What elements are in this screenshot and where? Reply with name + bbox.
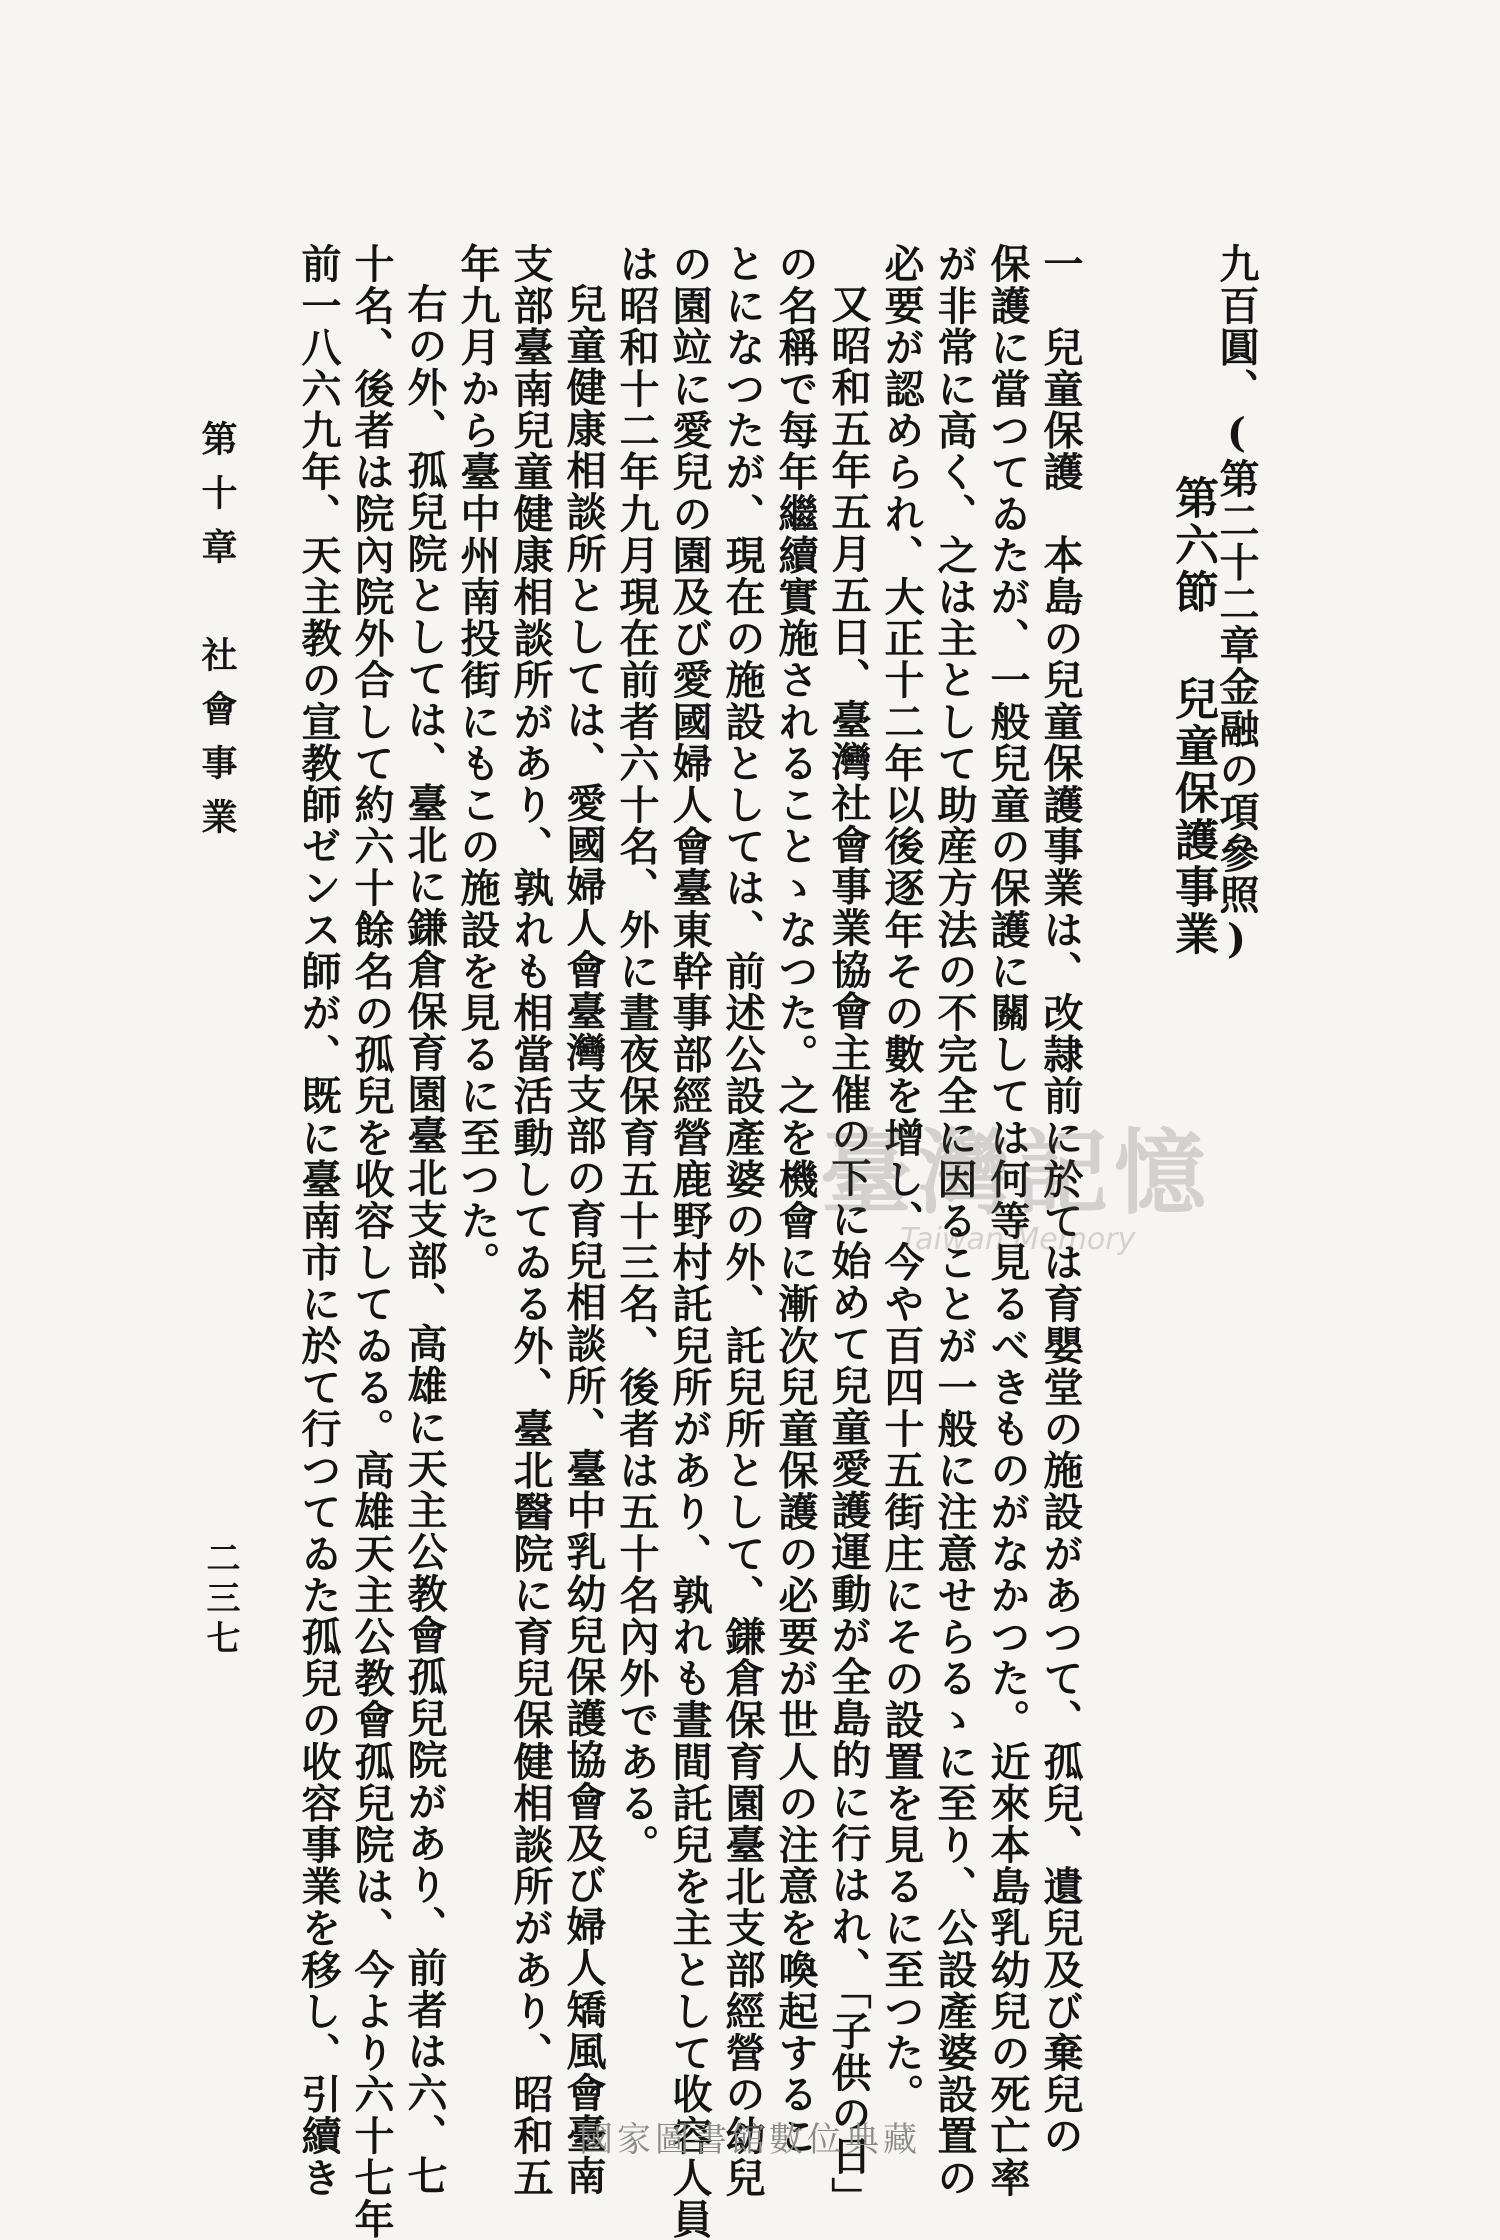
text-column-6: 又昭和五年五月五日、臺灣社會事業協會主催の下に始めて兒童愛護運動が全島的に行はれ、「子供の日」 xyxy=(825,283,872,2219)
text-column-10: は昭和十二年九月現在前者六十名、外に晝夜保育五十三名、後者は五十名內外である。 xyxy=(613,243,660,1866)
text-column-12: 支部臺南兒童健康相談所があり、孰れも相當活動してゐる外、臺北醫院に育兒保健相談所があり、昭和五 xyxy=(507,243,554,2199)
text-column-2: 一 兒童保護 本島の兒童保護事業は、改隷前に於ては育嬰堂の施設があつて、孤兒、遺兒及び棄兒の xyxy=(1037,243,1084,2157)
source-stamp: 國家圖書館數位典藏 xyxy=(579,2120,921,2160)
section-number: 第六節 xyxy=(1167,475,1218,616)
text-column-3: 保護に當つてゐたが、一般兒童の保護に關しては何等見るべきものがなかつた。近來本島乳幼兒の死亡率 xyxy=(984,243,1031,2199)
text-column-1: 九百圓、(第二十二章金融の項參照) xyxy=(1213,243,1260,965)
watermark-main: 臺灣記憶 xyxy=(820,1119,1213,1227)
text-column-5: 必要が認められ、大正十二年以後逐年その數を增し、今や百四十五街庄にその設置を見るに至つた。 xyxy=(878,243,925,2115)
section-heading xyxy=(1160,475,1224,958)
text-column-7: の名稱で每年繼續實施されることゝなつた。之を機會に漸次兒童保護の必要が世人の注意を喚起するこ xyxy=(772,243,819,2157)
text-column-4: が非常に高く、之は主として助産方法の不完全に因ることが一般に注意せらるゝに至り、公設產婆設置の xyxy=(931,243,978,2199)
text-column-15: 十名、後者は院內院外合して約六十餘名の孤兒を收容してゐる。高雄天主公教會孤兒院は、今より六十七年 xyxy=(348,243,395,2240)
section-title: 兒童保護事業 xyxy=(1167,676,1218,958)
text-column-13: 年九月から臺中州南投街にもこの施設を見るに至つた。 xyxy=(454,243,501,1283)
watermark xyxy=(820,1100,1240,1257)
chapter-footer: 第十章 社會事業 xyxy=(196,420,238,852)
text-column-14: 右の外、孤兒院としては、臺北に鎌倉保育園臺北支部、高雄に天主公教會孤兒院があり、前者は六、七 xyxy=(401,283,448,2197)
watermark-sub: Taiwan Memory xyxy=(900,1222,1136,1257)
text-column-8: とになつたが、現在の施設としては、前述公設產婆の外、託兒所として、鎌倉保育園臺北支部經營の幼兒 xyxy=(719,243,766,2199)
page-number: 二三七 xyxy=(200,1540,240,1660)
text-column-11: 兒童健康相談所としては、愛國婦人會臺灣支部の育兒相談所、臺中乳幼兒保護協會及び婦人矯風會臺南 xyxy=(560,283,607,2197)
text-column-9: の園竝に愛兒の園及び愛國婦人會臺東幹事部經營鹿野村託兒所があり、孰れも晝間託兒を主として收容人員 xyxy=(666,243,713,2240)
text-column-16: 前一八六九年、天主教の宣教師ゼンス師が、既に臺南市に於て行つてゐた孤兒の收容事業を移し、引續き xyxy=(295,243,342,2199)
